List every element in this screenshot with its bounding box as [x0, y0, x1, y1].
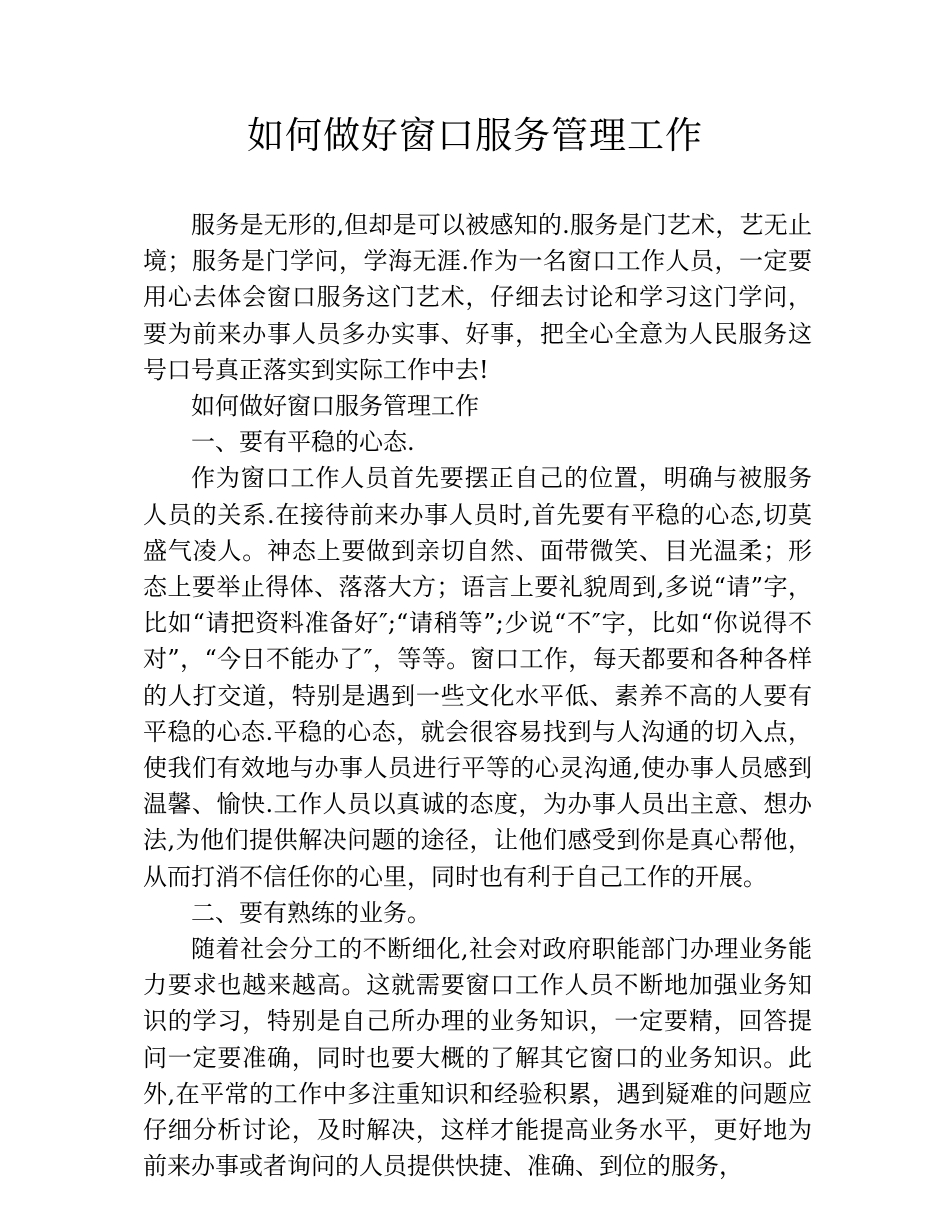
- paragraph-intro: 服务是无形的,但却是可以被感知的.服务是门艺术，艺无止境；服务是门学问，学海无涯.作为一名窗口工作人员，一定要用心去体会窗口服务这门艺术，仔细去讨论和学习这门学问，要为前来办事人员多办实事、好事，把全心全意为人民服务这号口号真正落实到实际工作中去!: [143, 211, 812, 384]
- section-heading-1: 一、要有平稳的心态.: [191, 428, 415, 457]
- section-heading-2: 二、要有熟练的业务。: [191, 898, 431, 927]
- paragraph-section-2: 随着社会分工的不断细化,社会对政府职能部门办理业务能力要求也越来越高。这就需要窗口工作人员不断地加强业务知识的学习，特别是自己所办理的业务知识，一定要精，回答提问一定要准确，同时也要大概的了解其它窗口的业务知识。此外,在平常的工作中多注重知识和经验积累，遇到疑难的问题应仔细分析讨论，及时解决，这样才能提高业务水平，更好地为前来办事或者询问的人员提供快捷、准确、到位的服务，: [143, 935, 812, 1181]
- paragraph-section-1: 作为窗口工作人员首先要摆正自己的位置，明确与被服务人员的关系.在接待前来办事人员时,首先要有平稳的心态,切莫盛气凌人。神态上要做到亲切自然、面带微笑、目光温柔；形态上要举止得体、落落大方；语言上要礼貌周到,多说“请”字，比如“请把资料准备好″;“请稍等”;少说“不″字，比如“你说得不对”，“今日不能办了″，等等。窗口工作，每天都要和各种各样的人打交道，特别是遇到一些文化水平低、素养不高的人要有平稳的心态.平稳的心态，就会很容易找到与人沟通的切入点，使我们有效地与办事人员进行平等的心灵沟通,使办事人员感到温馨、愉快.工作人员以真诚的态度，为办事人员出主意、想办法,为他们提供解决问题的途径，让他们感受到你是真心帮他，从而打消不信任你的心里，同时也有利于自己工作的开展。: [143, 464, 812, 891]
- paragraph-subtitle: 如何做好窗口服务管理工作: [191, 392, 479, 421]
- document-body: [143, 207, 812, 1184]
- document-title: 如何做好窗口服务管理工作: [247, 114, 703, 157]
